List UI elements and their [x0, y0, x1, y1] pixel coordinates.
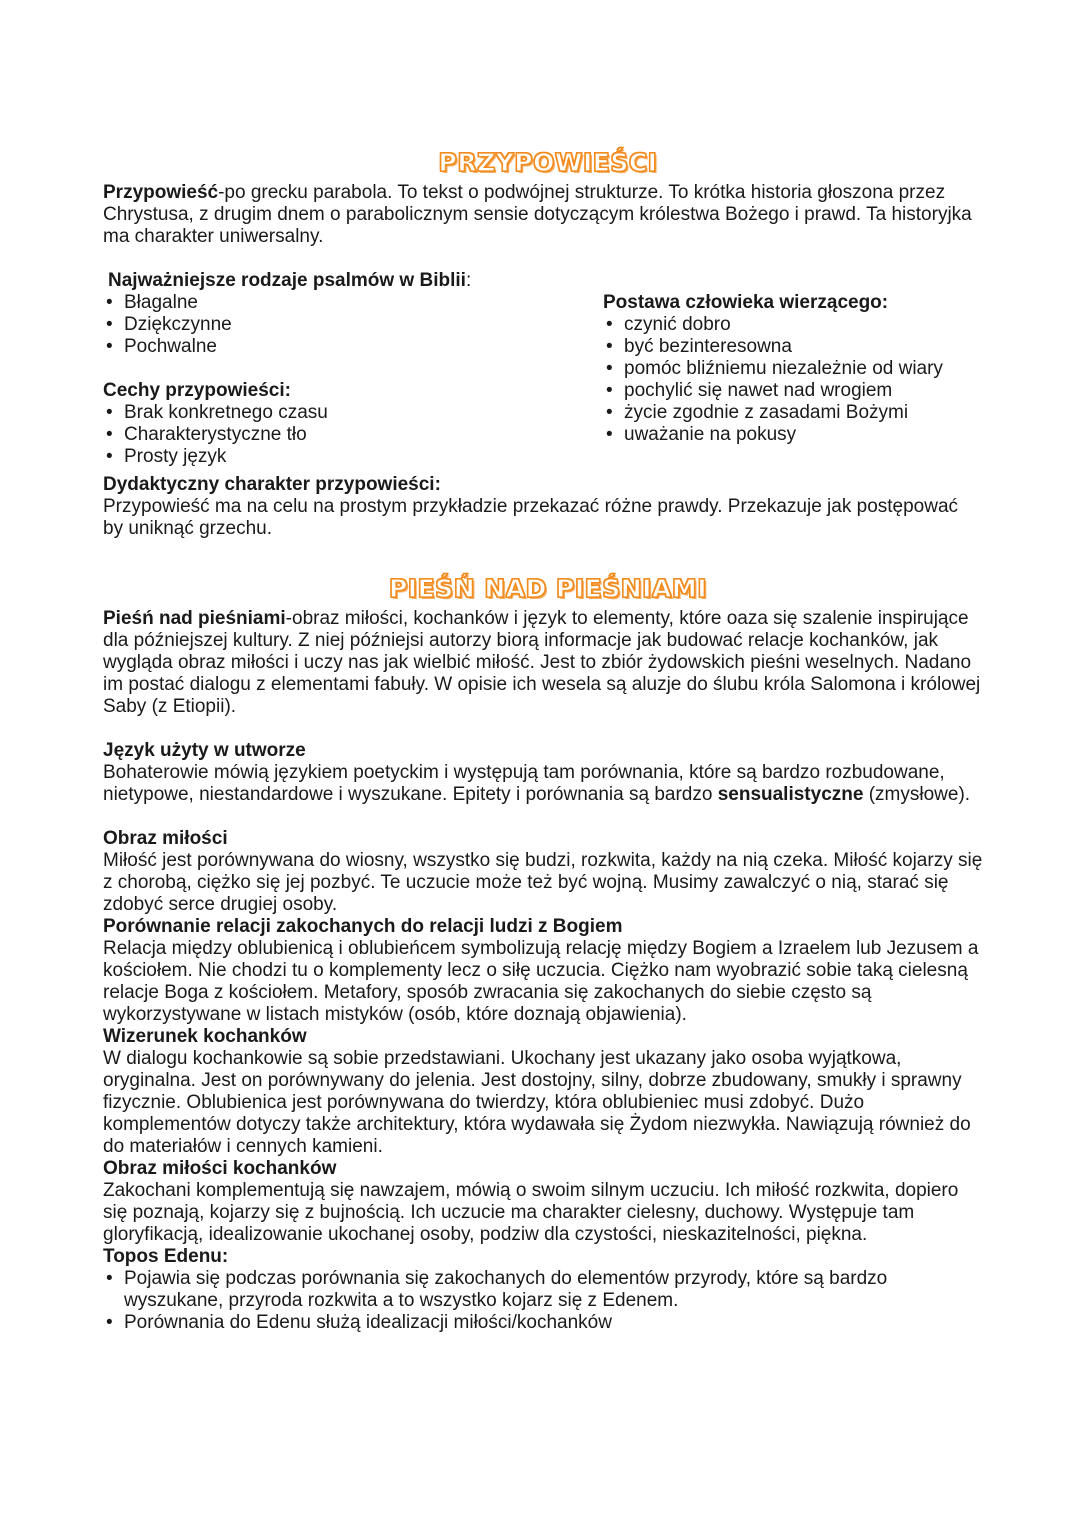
psalms-heading-colon: : [465, 270, 472, 291]
przypowiesc-definition: -po grecku parabola. To tekst o podwójnej strukturze. To krótka historia głoszona przez Chrystusa, z drugim dnem o parabolicznym sensie dotyczącym królestwa Bożego i prawd. Ta historyjka ma charakter uniwersalny. [103, 182, 972, 247]
image-text: W dialogu kochankowie są sobie przedstawiani. Ukochany jest ukazany jako osoba wyjątkowa, oryginalna. Jest on porównywany do jelenia. Jest dostojny, silny, dobrze zbudowany, smukły i sprawny fizycznie. Oblubienica jest porównywana do twierdzy, która oblubieniec musi zdobyć. Dużo komplementów dotyczy także architektury, która wydawała się Żydom niezwykła. Nawiązują również do do materiałów i cennych kamieni. [103, 1048, 971, 1157]
list-item: • Błagalne [103, 292, 583, 314]
lovers-heading: Obraz miłości kochanków [103, 1158, 337, 1179]
psalms-heading-line [108, 270, 583, 292]
piesn-definition: -obraz miłości, kochanków i język to elementy, które oaza się szalenie inspirujące dla późniejszej kultury. Z niej późniejsi autorzy biorą informacje jak budować relacje kochanków, jak wygląda obraz miłości i uczy nas jak wielbić miłość. Jest to zbiór żydowskich pieśni weselnych. Nadano im postać dialogu z elementami fabuły. W opisie ich wesela są aluzje do ślubu króla Salomona i królowej Saby (z Etiopii). [103, 608, 981, 717]
compare-heading: Porównanie relacji zakochanych do relacji ludzi z Bogiem [103, 916, 623, 937]
przypowiesc-term: Przypowieść [103, 182, 219, 203]
language-paragraph [103, 762, 983, 806]
eden-list [103, 1268, 983, 1334]
features-heading: Cechy przypowieści: [103, 380, 291, 401]
compare-text: Relacja między oblubienicą i oblubieńcem symbolizują relację między Bogiem a Izraelem lub Jezusem a kościołem. Nie chodzi tu o komplementy lecz o siłę uczucia. Ciężko nam wyobrazić sobie taką cielesną relacje Boga z kościołem. Metafory, sposób zwracania się zakochanych do siebie często są wykorzystywane w listach mistyków (osób, które doznają objawienia). [103, 938, 979, 1025]
list-item: • Dziękczynne [103, 314, 583, 336]
love-text: Miłość jest porównywana do wiosny, wszystko się budzi, rozkwita, każdy na nią czeka. Miłość kojarzy się z chorobą, ciężko się jej pozbyć. Te uczucie może też być wojną. Musimy zawalczyć o nią, starać się zdobyć serce drugiej osoby. [103, 850, 983, 915]
eden-heading: Topos Edenu: [103, 1246, 229, 1267]
document-page [103, 148, 983, 1334]
image-heading: Wizerunek kochanków [103, 1026, 307, 1047]
list-item: • pochylić się nawet nad wrogiem [603, 380, 983, 402]
right-column [603, 292, 983, 446]
didactic-heading: Dydaktyczny charakter przypowieści: [103, 474, 441, 495]
list-item: • Pochwalne [103, 336, 583, 358]
przypowiesc-intro [103, 182, 983, 248]
list-item: • życie zgodnie z zasadami Bożymi [603, 402, 983, 424]
two-column-lists [103, 270, 983, 467]
features-list [103, 402, 583, 468]
piesn-term: Pieśń nad pieśniami [103, 608, 286, 629]
believer-list [603, 314, 983, 446]
list-item: • Prosty język [103, 446, 583, 468]
list-item: • być bezinteresowna [603, 336, 983, 358]
believer-heading: Postawa człowieka wierzącego: [603, 292, 889, 313]
list-item: • czynić dobro [603, 314, 983, 336]
psalms-heading: Najważniejsze rodzaje psalmów w Biblii [108, 270, 466, 291]
language-bold-term: sensualistyczne [717, 784, 864, 805]
list-item: • uważanie na pokusy [603, 424, 983, 446]
love-heading: Obraz miłości [103, 828, 228, 849]
list-item: • Charakterystyczne tło [103, 424, 583, 446]
left-column [103, 270, 583, 468]
list-item: • Brak konkretnego czasu [103, 402, 583, 424]
language-text: Bohaterowie mówią językiem poetyckim i występują tam porównania, które są bardzo rozbudowane, nietypowe, niestandardowe i wyszukane. Epitety i porównania są bardzo [103, 762, 945, 805]
language-tail: (zmysłowe). [863, 784, 971, 805]
lovers-text: Zakochani komplementują się nawzajem, mówią o swoim silnym uczuciu. Ich miłość rozkwita, dopiero się poznają, kojarzy się z bujnością. Ich uczucie ma charakter cielesny, duchowy. Występuje tam gloryfikacją, idealizowanie ukochanej osoby, podziw dla czystości, nieskazitelności, piękna. [103, 1180, 959, 1245]
section-title-piesn: PIEŚŃ NAD PIEŚNIAMI [388, 574, 708, 603]
didactic-text: Przypowieść ma na celu na prostym przykładzie przekazać różne prawdy. Przekazuje jak postępować by uniknąć grzechu. [103, 496, 959, 539]
section-title-przypowiesci: PRZYPOWIEŚCI [438, 148, 658, 177]
psalms-list [103, 292, 583, 358]
list-item: • Porównania do Edenu służą idealizacji miłości/kochanków [103, 1312, 983, 1334]
list-item: • Pojawia się podczas porównania się zakochanych do elementów przyrody, które są bardzo wyszukane, przyroda rozkwita a to wszystko kojarz się z Edenem. [103, 1268, 983, 1312]
list-item: • pomóc bliźniemu niezależnie od wiary [603, 358, 983, 380]
piesn-intro [103, 608, 983, 718]
language-heading: Język użyty w utworze [103, 740, 306, 761]
